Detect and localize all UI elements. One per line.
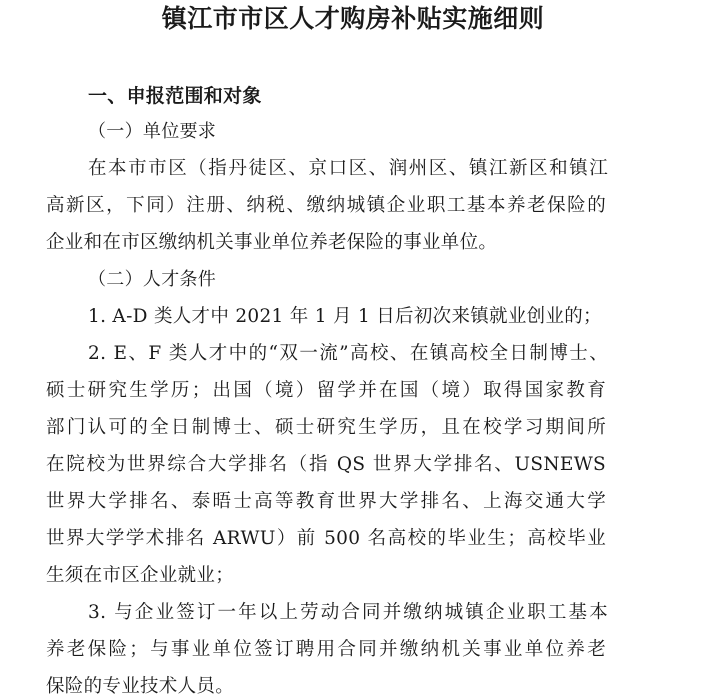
- paragraph-line: 高新区，下同）注册、纳税、缴纳城镇企业职工基本养老保险的: [46, 195, 606, 216]
- list-item-2-line: 世界大学排名、泰晤士高等教育世界大学排名、上海交通大学: [46, 491, 606, 512]
- list-item-3-line: 保险的专业技术人员。: [46, 676, 235, 694]
- section-heading-scope: 一、申报范围和对象: [88, 85, 262, 107]
- subsection-heading-talent-conditions: （二）人才条件: [88, 269, 217, 290]
- list-item-2-line: 2. E、F 类人才中的“双一流”高校、在镇高校全日制博士、: [88, 343, 608, 364]
- paragraph-line: 企业和在市区缴纳机关事业单位养老保险的事业单位。: [46, 232, 498, 253]
- list-item-3-line: 3. 与企业签订一年以上劳动合同并缴纳城镇企业职工基本: [88, 602, 608, 623]
- list-item-2-line: 在院校为世界综合大学排名（指 QS 世界大学排名、USNEWS: [46, 454, 606, 475]
- paragraph-line: 在本市市区（指丹徒区、京口区、润州区、镇江新区和镇江: [88, 158, 608, 179]
- subsection-heading-unit-requirements: （一）单位要求: [88, 121, 217, 142]
- list-item-3-line: 养老保险；与事业单位签订聘用合同并缴纳机关事业单位养老: [46, 639, 606, 660]
- document-title: 镇江市市区人才购房补贴实施细则: [161, 4, 545, 33]
- list-item-1: 1. A-D 类人才中 2021 年 1 月 1 日后初次来镇就业创业的；: [88, 306, 602, 327]
- list-item-2-line: 生须在市区企业就业；: [46, 565, 235, 586]
- list-item-2-line: 世界大学学术排名 ARWU）前 500 名高校的毕业生；高校毕业: [46, 528, 606, 549]
- list-item-2-line: 部门认可的全日制博士、硕士研究生学历，且在校学习期间所: [46, 417, 606, 438]
- list-item-2-line: 硕士研究生学历；出国（境）留学并在国（境）取得国家教育: [46, 380, 606, 401]
